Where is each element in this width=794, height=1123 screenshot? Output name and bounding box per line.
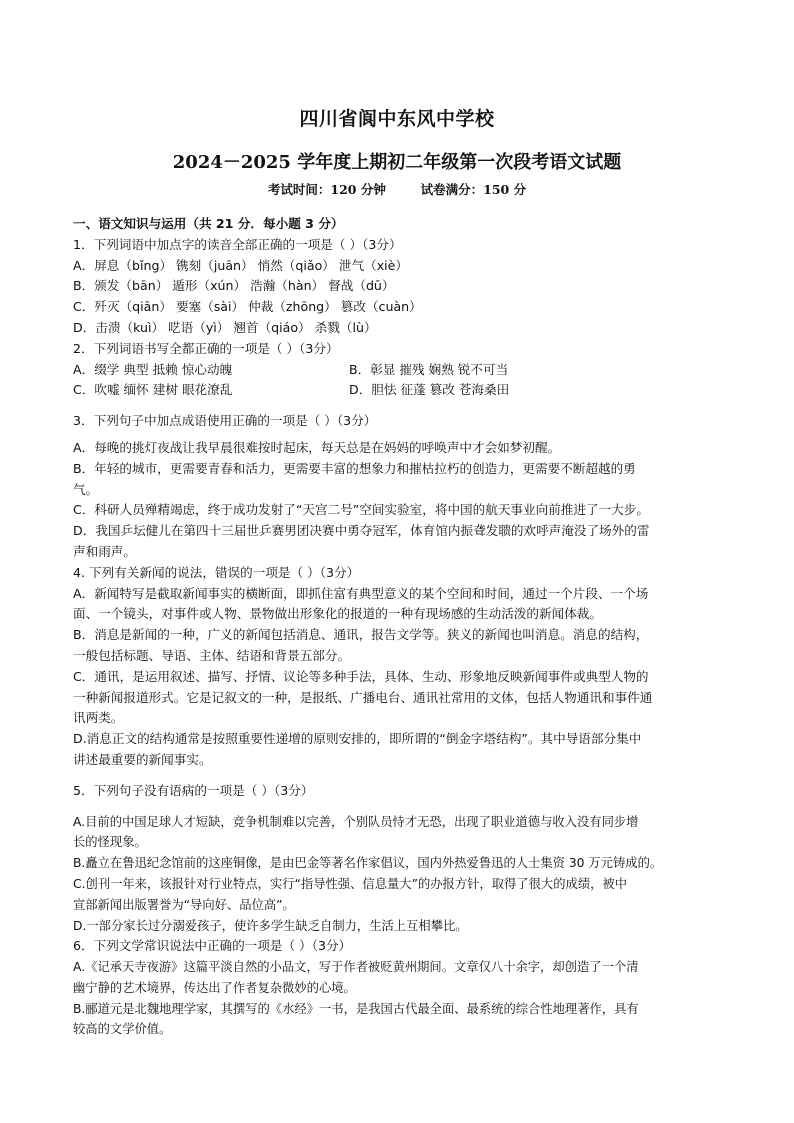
exam-time: 考试时间：120 分钟: [267, 182, 386, 197]
question-4-option-a-line-2: 面、一个镜头，对事件或人物、景物做出形象化的报道的一种有现场感的生动活泼的新闻体裁。: [73, 606, 602, 622]
question-4-option-c-line-1: C．通讯，是运用叙述、描写、抒情、议论等多种手法，具体、生动、形象地反映新闻事件或典型人物的: [73, 668, 649, 684]
question-3-option-c: C．科研人员殚精竭虑，终于成功发射了“天宫二号”空间实验室，将中国的航天事业向前推进了一大步。: [73, 502, 649, 518]
question-4-option-a-line-1: A．新闻特写是截取新闻事实的横断面，即抓住富有典型意义的某个空间和时间，通过一个片段、一个场: [73, 585, 649, 601]
question-4-option-c-line-2: 一种新闻报道形式。它是记叙文的一种，是报纸、广播电台、通讯社常用的文体，包括人物通讯和事件通: [73, 689, 653, 705]
question-5-option-a-line-1: A.目前的中国足球人才短缺，竞争机制难以完善，个别队员恃才无恐，出现了职业道德与收入没有同步增: [73, 814, 639, 829]
question-2-option-c: C．吹嘘 缅怀 建树 眼花潦乱: [73, 382, 233, 398]
question-2-row-2: [73, 380, 723, 401]
exam-content: [73, 214, 723, 1040]
question-2-option-d: D．胆怯 征蓬 篡改 苍海桑田: [349, 382, 510, 398]
question-6-option-b-line-1: B.郦道元是北魏地理学家，其撰写的《水经》一书，是我国古代最全面、最系统的综合性地理著作，具有: [73, 1001, 639, 1016]
question-2-stem: 2．下列词语书写全都正确的一项是（ ）（3分）: [73, 340, 339, 356]
question-3-option-b-line-1: B．年轻的城市，更需要青春和活力，更需要丰富的想象力和摧枯拉朽的创造力，更需要不断超越的勇: [73, 460, 636, 476]
question-4-option-d-line-2: 讲述最重要的新闻事实。: [73, 751, 212, 767]
question-4-option-c-line-3: 讯两类。: [73, 710, 124, 726]
question-2-option-b: B．彰显 摧残 娴熟 锐不可当: [349, 361, 509, 377]
question-3-option-d-line-2: 声和雨声。: [73, 543, 136, 559]
question-6-stem: 6．下列文学常识说法中正确的一项是（ ）（3分）: [73, 938, 352, 954]
question-1-option-d: D．击溃（kuì） 呓语（yì） 翘首（qiáo） 杀戮（lù）: [73, 319, 377, 335]
question-4-stem: 4. 下列有关新闻的说法，错误的一项是（ ）（3分）: [73, 564, 360, 580]
question-3-option-a: A．每晚的挑灯夜战让我早晨很难按时起床，每天总是在妈妈的呼唤声中才会如梦初醒。: [73, 439, 561, 455]
question-4-option-d-line-1: D.消息正文的结构通常是按照重要性递增的原则安排的，即所谓的“倒金字塔结构”。其中导语部分集中: [73, 731, 642, 747]
question-6-option-a-line-1: A.《记承天寺夜游》这篇平淡自然的小品文，写于作者被贬黄州期间。文章仅八十余字，却创造了一个清: [73, 960, 639, 975]
school-name: 四川省阆中东风中学校: [299, 108, 495, 130]
question-4-option-b-line-2: 一般包括标题、导语、主体、结语和背景五部分。: [73, 647, 351, 663]
question-1-stem: 1．下列词语中加点字的读音全部正确的一项是（ ）（3分）: [73, 236, 402, 252]
question-2-row-1: [73, 360, 723, 381]
question-5-option-d: D.一部分家长过分溺爱孩子，使许多学生缺乏自制力，生活上互相攀比。: [73, 918, 468, 933]
question-5-stem: 5．下列句子没有语病的一项是（ ）（3分）: [73, 782, 314, 798]
exam-meta: [0, 180, 794, 198]
question-6-option-b-line-2: 较高的文学价值。: [73, 1022, 172, 1037]
exam-title: 2024－2025 学年度上期初二年级第一次段考语文试题: [172, 152, 622, 173]
question-3-option-b-line-2: 气。: [73, 481, 99, 497]
full-score: 试卷满分：150 分: [420, 182, 527, 197]
section-heading: 一、语文知识与运用（共 21 分．每小题 3 分）: [73, 216, 344, 231]
question-5-option-b: B.矗立在鲁迅纪念馆前的这座铜像，是由巴金等著名作家倡议，国内外热爱鲁迅的人士集资 30 万元铸成的。: [73, 856, 663, 871]
question-5-option-c-line-2: 宣部新闻出版署誉为“导向好、品位高”。: [73, 897, 295, 912]
question-1-option-b: B．颁发（bān） 遁形（xún） 浩瀚（hàn） 督战（dū）: [73, 278, 395, 294]
question-6-option-a-line-2: 幽宁静的艺术境界，传达出了作者复杂微妙的心境。: [73, 980, 356, 995]
question-3-option-d-line-1: D．我国乒坛健儿在第四十三届世乒赛男团决赛中勇夺冠军，体育馆内振聋发聩的欢呼声淹没了场外的雷: [73, 523, 650, 539]
question-4-option-b-line-1: B．消息是新闻的一种，广义的新闻包括消息、通讯，报告文学等。狭义的新闻也叫消息。消息的结构，: [73, 627, 649, 643]
question-2-option-a: A．缀学 典型 抵赖 惊心动魄: [73, 361, 233, 377]
question-1-option-c: C．歼灭（qiān） 要塞（sài） 仲裁（zhōng） 篡改（cuàn）: [73, 299, 422, 315]
question-3-stem: 3．下列句子中加点成语使用正确的一项是（ ）（3分）: [73, 413, 377, 429]
question-5-option-c-line-1: C.创刊一年来，该报针对行业特点，实行“指导性强、信息量大”的办报方针，取得了很大的成绩，被中: [73, 876, 628, 891]
question-1-option-a: A．屏息（bǐng） 镌刻（juān） 悄然（qiǎo） 泄气（xiè）: [73, 257, 408, 273]
question-5-option-a-line-2: 长的怪现象。: [73, 835, 147, 850]
